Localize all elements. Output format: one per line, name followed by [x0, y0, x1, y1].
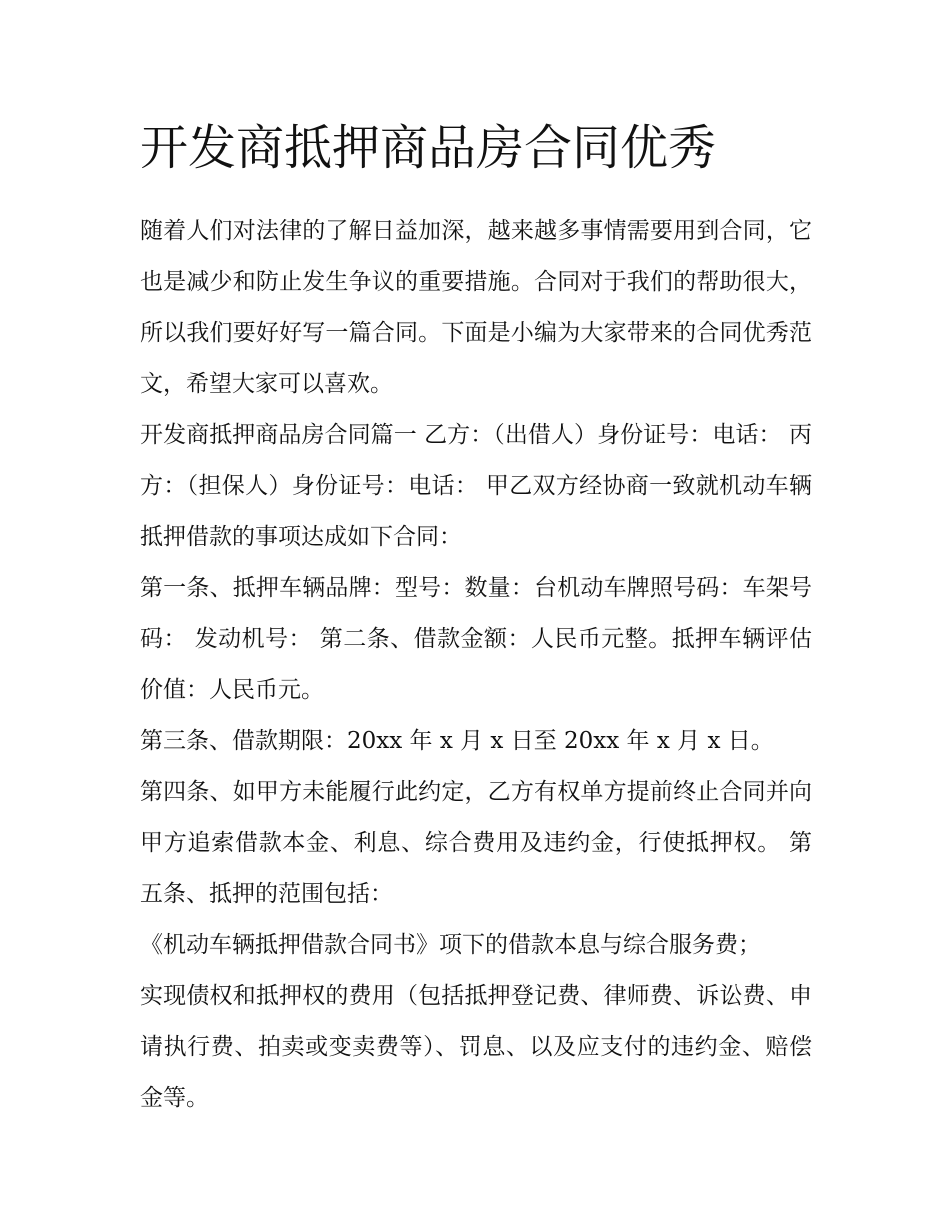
paragraph-intro: 随着人们对法律的了解日益加深，越来越多事情需要用到合同，它也是减少和防止发生争议的重要措施。合同对于我们的帮助很大，所以我们要好好写一篇合同。下面是小编为大家带来的合同优秀范文，希望大家可以喜欢。	[140, 218, 812, 397]
paragraph-article-3: 第三条、借款期限：20xx 年 x 月 x 日至 20xx 年 x 月 x 日。	[140, 728, 774, 754]
paragraph-article-4-5: 第四条、如甲方未能履行此约定，乙方有权单方提前终止合同并向甲方追索借款本金、利息、综合费用及违约金，行使抵押权。 第五条、抵押的范围包括：	[140, 779, 812, 907]
document-body	[140, 206, 812, 1124]
paragraph-scope-item-2: 实现债权和抵押权的费用（包括抵押登记费、律师费、诉讼费、申请执行费、拍卖或变卖费等）、罚息、以及应支付的违约金、赔偿金等。	[140, 983, 812, 1111]
paragraph-article-1-2: 第一条、抵押车辆品牌：型号：数量：台机动车牌照号码：车架号码： 发动机号： 第二条、借款金额：人民币元整。抵押车辆评估价值：人民币元。	[140, 575, 812, 703]
paragraph-parties: 开发商抵押商品房合同篇一 乙方：（出借人）身份证号：电话： 丙方：（担保人）身份证号：电话： 甲乙双方经协商一致就机动车辆抵押借款的事项达成如下合同：	[140, 422, 812, 550]
paragraph-scope-item-1: 《机动车辆抵押借款合同书》项下的借款本息与综合服务费；	[140, 932, 761, 958]
document-content	[140, 110, 812, 1124]
document-title: 开发商抵押商品房合同优秀	[140, 120, 717, 176]
